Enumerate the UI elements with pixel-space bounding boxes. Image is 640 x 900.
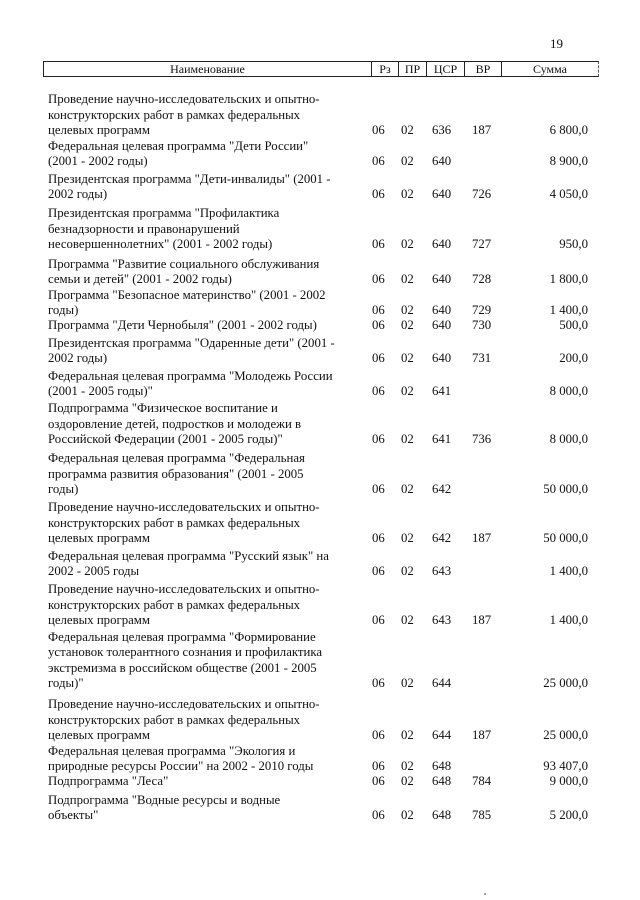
row-rz: 06 <box>372 303 385 318</box>
row-pr: 02 <box>401 318 414 333</box>
row-name-line: конструкторских работ в рамках федеральных <box>48 597 301 612</box>
row-name-line: 2002 годы) <box>48 187 108 202</box>
row-csr: 640 <box>432 351 452 366</box>
row-rz: 06 <box>372 759 385 774</box>
row-name-line: годы)" <box>48 676 84 691</box>
row-csr: 640 <box>432 318 452 333</box>
row-vr: 731 <box>472 351 492 366</box>
row-name-line: Проведение научно-исследовательских и опытно- <box>48 500 320 515</box>
row-pr: 02 <box>401 482 414 497</box>
row-vr: 736 <box>472 432 492 447</box>
row-sum: 25 000,0 <box>543 728 588 743</box>
row-pr: 02 <box>401 272 414 287</box>
row-sum: 4 050,0 <box>549 187 588 202</box>
row-name-line: 2002 - 2005 годы <box>48 564 140 579</box>
row-pr: 02 <box>401 123 414 138</box>
row-pr: 02 <box>401 613 414 628</box>
row-vr: 727 <box>472 237 492 252</box>
row-pr: 02 <box>401 759 414 774</box>
header-pr: ПР <box>399 62 427 76</box>
row-csr: 648 <box>432 774 452 789</box>
row-name-line: (2001 - 2002 годы) <box>48 154 148 169</box>
row-pr: 02 <box>401 564 414 579</box>
row-rz: 06 <box>372 531 385 546</box>
row-name-line: Подпрограмма "Леса" <box>48 774 169 789</box>
row-name-line: Федеральная целевая программа "Формирование <box>48 629 316 644</box>
row-csr: 644 <box>432 676 452 691</box>
row-name-line: установок толерантного сознания и профилактика <box>48 645 323 660</box>
row-vr: 729 <box>472 303 492 318</box>
row-rz: 06 <box>372 432 385 447</box>
row-vr: 728 <box>472 272 492 287</box>
row-rz: 06 <box>372 728 385 743</box>
row-csr: 643 <box>432 613 452 628</box>
row-rz: 06 <box>372 564 385 579</box>
row-name-line: конструкторских работ в рамках федеральных <box>48 107 301 122</box>
row-name-line: Программа "Развитие социального обслуживания <box>48 256 320 271</box>
row-name-line: Программа "Безопасное материнство" (2001 - 2002 <box>48 287 326 302</box>
row-name-line: Подпрограмма "Водные ресурсы и водные <box>48 792 281 807</box>
row-vr: 187 <box>472 728 492 743</box>
row-name-line: Федеральная целевая программа "Русский язык" на <box>48 548 329 563</box>
row-sum: 500,0 <box>559 318 588 333</box>
row-vr: 187 <box>472 531 492 546</box>
row-csr: 648 <box>432 808 452 823</box>
row-csr: 640 <box>432 237 452 252</box>
row-name-line: Президентская программа "Одаренные дети" (2001 - <box>48 335 335 350</box>
row-rz: 06 <box>372 154 385 169</box>
row-rz: 06 <box>372 676 385 691</box>
row-name-line: природные ресурсы России" на 2002 - 2010 годы <box>48 759 314 774</box>
row-rz: 06 <box>372 808 385 823</box>
row-csr: 644 <box>432 728 452 743</box>
row-name-line: целевых программ <box>48 728 151 743</box>
row-name-line: целевых программ <box>48 613 151 628</box>
row-sum: 1 400,0 <box>549 303 588 318</box>
row-name-line: Проведение научно-исследовательских и опытно- <box>48 92 320 107</box>
row-pr: 02 <box>401 237 414 252</box>
row-name-line: Федеральная целевая программа "Федеральная <box>48 451 305 466</box>
row-name-line: (2001 - 2005 годы)" <box>48 384 153 399</box>
row-vr: 187 <box>472 613 492 628</box>
row-name-line: безнадзорности и правонарушений <box>48 221 240 236</box>
row-pr: 02 <box>401 728 414 743</box>
row-sum: 93 407,0 <box>543 759 588 774</box>
row-name-line: несовершеннолетних" (2001 - 2002 годы) <box>48 237 273 252</box>
row-name-line: оздоровление детей, подростков и молодежи в <box>48 416 302 431</box>
row-vr: 785 <box>472 808 492 823</box>
row-pr: 02 <box>401 351 414 366</box>
row-name-line: целевых программ <box>48 531 151 546</box>
header-csr: ЦСР <box>427 62 465 76</box>
header-vr: ВР <box>465 62 502 76</box>
row-rz: 06 <box>372 318 385 333</box>
row-rz: 06 <box>372 774 385 789</box>
row-sum: 950,0 <box>559 237 588 252</box>
row-name-line: Президентская программа "Профилактика <box>48 206 280 221</box>
row-pr: 02 <box>401 432 414 447</box>
row-pr: 02 <box>401 384 414 399</box>
header-sum: Сумма <box>533 62 567 76</box>
row-sum: 25 000,0 <box>543 676 588 691</box>
row-rz: 06 <box>372 613 385 628</box>
row-csr: 640 <box>432 187 452 202</box>
row-sum: 9 000,0 <box>549 774 588 789</box>
row-csr: 640 <box>432 154 452 169</box>
row-sum: 1 800,0 <box>549 272 588 287</box>
row-csr: 642 <box>432 531 452 546</box>
row-name-line: экстремизма в российском обществе (2001 - 2005 <box>48 660 317 675</box>
scan-speck <box>484 893 486 895</box>
row-name-line: конструкторских работ в рамках федеральных <box>48 515 301 530</box>
row-name-line: Федеральная целевая программа "Молодежь России <box>48 368 333 383</box>
row-pr: 02 <box>401 774 414 789</box>
row-name-line: Подпрограмма "Физическое воспитание и <box>48 401 278 416</box>
row-sum: 1 400,0 <box>549 613 588 628</box>
row-pr: 02 <box>401 154 414 169</box>
page-number: 19 <box>550 36 563 51</box>
row-vr: 187 <box>472 123 492 138</box>
row-csr: 643 <box>432 564 452 579</box>
row-name-line: Проведение научно-исследовательских и опытно- <box>48 582 320 597</box>
row-vr: 784 <box>472 774 492 789</box>
row-csr: 641 <box>432 432 452 447</box>
row-sum: 8 000,0 <box>549 384 588 399</box>
row-sum: 8 000,0 <box>549 432 588 447</box>
row-rz: 06 <box>372 482 385 497</box>
row-sum: 200,0 <box>559 351 588 366</box>
row-name-line: Президентская программа "Дети-инвалиды" (2001 - <box>48 171 331 186</box>
row-sum: 50 000,0 <box>543 531 588 546</box>
row-name-line: Федеральная целевая программа "Дети России" <box>48 138 309 153</box>
row-rz: 06 <box>372 187 385 202</box>
row-pr: 02 <box>401 808 414 823</box>
row-rz: 06 <box>372 351 385 366</box>
row-pr: 02 <box>401 303 414 318</box>
row-name-line: Проведение научно-исследовательских и опытно- <box>48 697 320 712</box>
row-rz: 06 <box>372 384 385 399</box>
row-sum: 6 800,0 <box>549 123 588 138</box>
row-name-line: Федеральная целевая программа "Экология и <box>48 743 296 758</box>
row-name-line: объекты" <box>48 808 99 823</box>
row-name-line: годы) <box>48 303 79 318</box>
header-rz: Рз <box>372 62 399 76</box>
row-pr: 02 <box>401 187 414 202</box>
row-pr: 02 <box>401 676 414 691</box>
row-vr: 726 <box>472 187 492 202</box>
row-name <box>48 793 358 824</box>
row-sum: 5 200,0 <box>549 808 588 823</box>
row-sum: 8 900,0 <box>549 154 588 169</box>
row-name-line: Российской Федерации (2001 - 2005 годы)" <box>48 432 283 447</box>
row-name-line: 2002 годы) <box>48 351 108 366</box>
row-vr: 730 <box>472 318 492 333</box>
row-csr: 641 <box>432 384 452 399</box>
row-csr: 640 <box>432 303 452 318</box>
row-sum: 1 400,0 <box>549 564 588 579</box>
row-name-line: годы) <box>48 482 79 497</box>
row-name-line: Программа "Дети Чернобыля" (2001 - 2002 годы) <box>48 318 317 333</box>
row-sum: 50 000,0 <box>543 482 588 497</box>
row-rz: 06 <box>372 123 385 138</box>
row-rz: 06 <box>372 272 385 287</box>
row-pr: 02 <box>401 531 414 546</box>
row-csr: 642 <box>432 482 452 497</box>
row-name-line: семьи и детей" (2001 - 2002 годы) <box>48 272 232 287</box>
row-name-line: конструкторских работ в рамках федеральных <box>48 712 301 727</box>
row-name-line: программа развития образования" (2001 - 2005 <box>48 466 304 481</box>
row-csr: 648 <box>432 759 452 774</box>
header-name: Наименование <box>44 62 372 76</box>
row-name-line: целевых программ <box>48 123 151 138</box>
row-rz: 06 <box>372 237 385 252</box>
row-csr: 636 <box>432 123 452 138</box>
row-csr: 640 <box>432 272 452 287</box>
